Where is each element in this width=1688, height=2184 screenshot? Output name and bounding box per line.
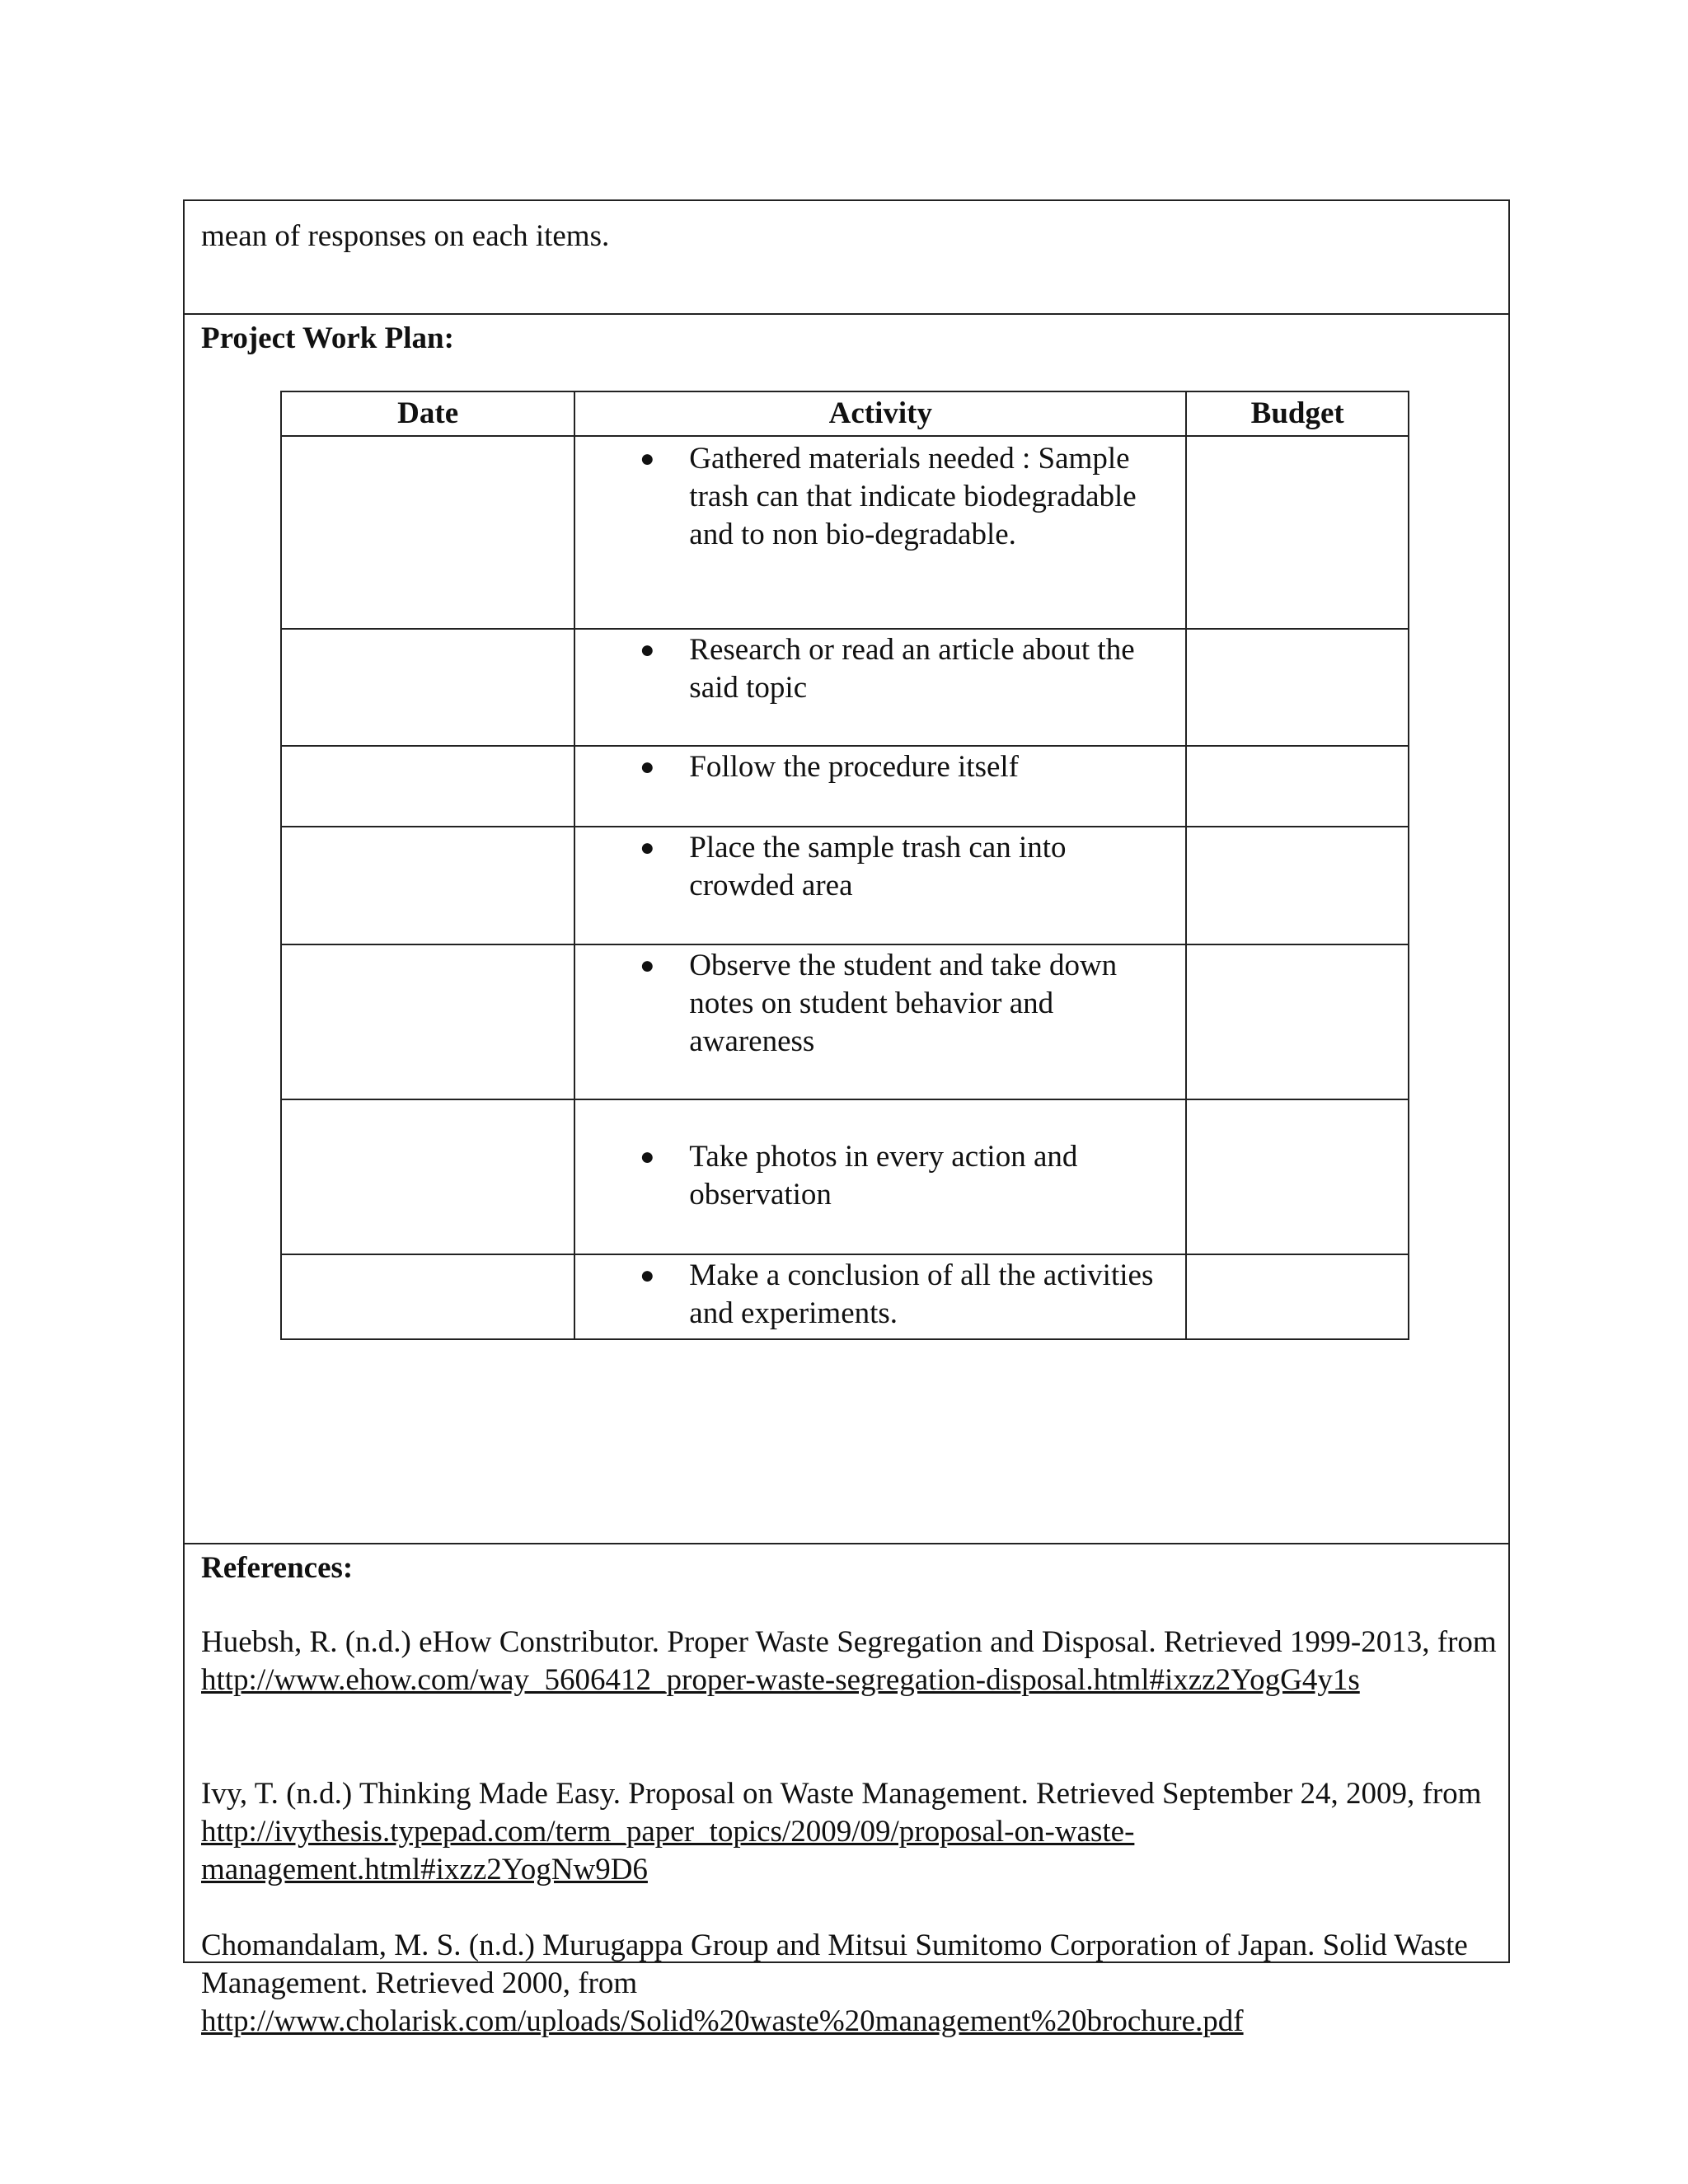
project-work-plan-section: [185, 315, 1508, 1544]
activity-text: Follow the procedure itself: [689, 750, 1019, 784]
methodology-text: mean of responses on each items.: [201, 219, 610, 253]
budget-cell: [1186, 1254, 1409, 1339]
table-header-row: [281, 391, 1409, 436]
reference-citation: Chomandalam, M. S. (n.d.) Murugappa Group and Mitsui Sumitomo Corporation of Japan. Solid Waste Management. Retrieved 2000, from: [201, 1929, 1468, 2000]
proposal-form-box: [183, 199, 1510, 2038]
date-cell: [281, 944, 574, 1099]
date-cell: [281, 827, 574, 944]
budget-cell: [1186, 436, 1409, 629]
reference-citation: Huebsh, R. (n.d.) eHow Constributor. Proper Waste Segregation and Disposal. Retrieved 1999-2013, from: [201, 1625, 1497, 1659]
budget-cell: [1186, 827, 1409, 944]
table-row: [281, 746, 1409, 827]
table-row: [281, 1254, 1409, 1339]
activity-text: Gathered materials needed : Sample trash can that indicate biodegradable and to non bio-degradable.: [689, 442, 1137, 551]
activity-cell: [574, 827, 1186, 944]
activity-cell: [574, 746, 1186, 827]
table-row: [281, 827, 1409, 944]
references-section: [185, 1544, 1508, 2038]
reference-citation: Ivy, T. (n.d.) Thinking Made Easy. Proposal on Waste Management. Retrieved September 24, 2009, from: [201, 1777, 1482, 1811]
date-cell: [281, 1254, 574, 1339]
date-cell: [281, 436, 574, 629]
table-row: [281, 1099, 1409, 1254]
reference-item: [201, 1775, 1499, 1889]
activity-text: Observe the student and take down notes on student behavior and awareness: [689, 949, 1118, 1058]
date-cell: [281, 746, 574, 827]
activity-column-header: Activity: [574, 391, 1186, 436]
date-cell: [281, 629, 574, 746]
budget-cell: [1186, 629, 1409, 746]
activity-cell: [574, 436, 1186, 629]
reference-link[interactable]: http://ivythesis.typepad.com/term_paper_topics/2009/09/proposal-on-waste-management.html#ixzz2YogNw9D6: [201, 1815, 1135, 1886]
work-plan-table: [280, 391, 1409, 1340]
activity-cell: [574, 944, 1186, 1099]
reference-item: [201, 1927, 1499, 2041]
bullet-icon: ●: [640, 636, 655, 663]
references-heading: References:: [201, 1551, 354, 1585]
table-row: [281, 436, 1409, 629]
project-work-plan-heading: Project Work Plan:: [201, 321, 454, 355]
date-cell: [281, 1099, 574, 1254]
activity-cell: [574, 629, 1186, 746]
activity-text: Make a conclusion of all the activities and experiments.: [689, 1258, 1154, 1330]
budget-cell: [1186, 746, 1409, 827]
budget-cell: [1186, 944, 1409, 1099]
bullet-icon: ●: [640, 834, 655, 861]
budget-column-header: Budget: [1186, 391, 1409, 436]
activity-text: Place the sample trash can into crowded area: [689, 831, 1067, 902]
bullet-icon: ●: [640, 445, 655, 472]
activity-cell: [574, 1099, 1186, 1254]
bullet-icon: ●: [640, 952, 655, 979]
date-column-header: Date: [281, 391, 574, 436]
table-row: [281, 944, 1409, 1099]
bullet-icon: ●: [640, 1143, 655, 1170]
table-row: [281, 629, 1409, 746]
reference-link[interactable]: http://www.ehow.com/way_5606412_proper-waste-segregation-disposal.html#ixzz2YogG4y1s: [201, 1663, 1360, 1697]
budget-cell: [1186, 1099, 1409, 1254]
reference-item: [201, 1624, 1499, 1699]
bullet-icon: ●: [640, 753, 655, 780]
activity-text: Research or read an article about the said topic: [689, 633, 1135, 705]
methodology-section-tail: [185, 201, 1508, 315]
reference-link[interactable]: http://www.cholarisk.com/uploads/Solid%20waste%20management%20brochure.pdf: [201, 2004, 1244, 2038]
activity-cell: [574, 1254, 1186, 1339]
activity-text: Take photos in every action and observation: [689, 1140, 1078, 1212]
bullet-icon: ●: [640, 1262, 655, 1289]
